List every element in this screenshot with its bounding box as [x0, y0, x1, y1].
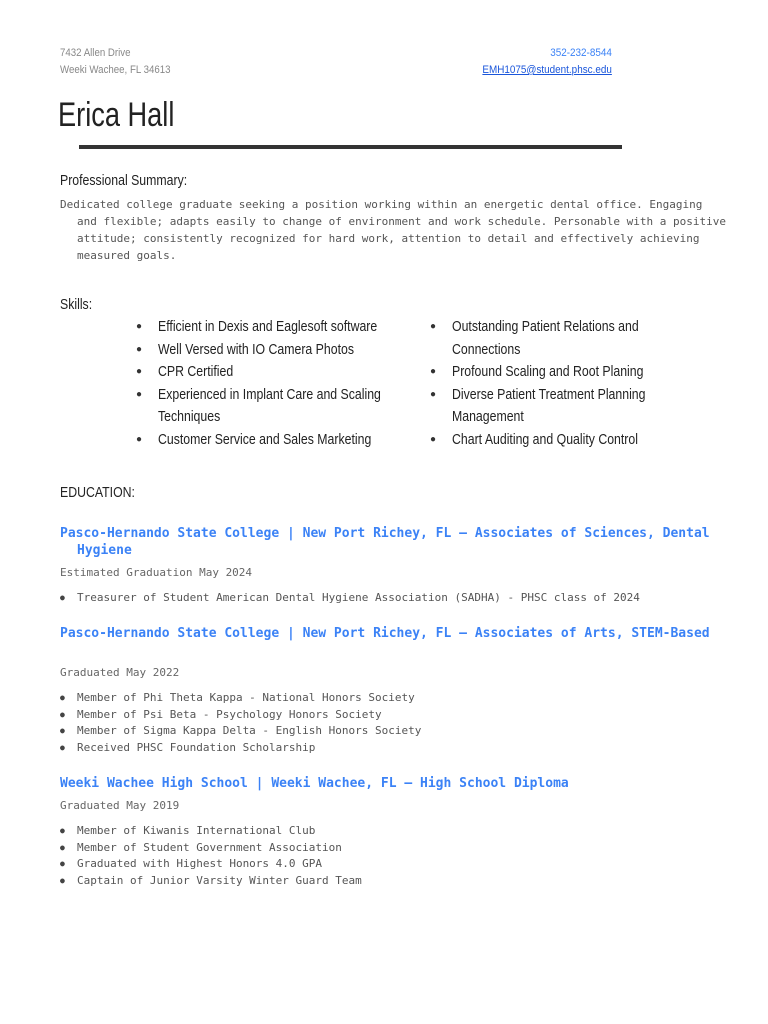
list-item: ● Efficient in Dexis and Eaglesoft software [136, 316, 406, 339]
summary-heading: Professional Summary: [60, 172, 188, 189]
list-item: ● Received PHSC Foundation Scholarship [60, 740, 421, 757]
list-item: ● Chart Auditing and Quality Control [430, 429, 670, 452]
candidate-name: Erica Hall [58, 96, 175, 134]
skills-heading: Skills: [60, 296, 93, 313]
contact-block [483, 45, 612, 79]
education-entry-date: Estimated Graduation May 2024 [60, 566, 253, 579]
address-line-1: 7432 Allen Drive [60, 47, 131, 59]
education-entry-title: Pasco-Hernando State College | New Port Richey, FL — Associates of Sciences, Dental Hygiene [60, 526, 710, 558]
list-item: ● Outstanding Patient Relations and Connections [430, 316, 670, 361]
name-divider [79, 145, 622, 149]
education-entry-bullets [60, 690, 421, 757]
list-item: ● Member of Psi Beta - Psychology Honors Society [60, 707, 421, 724]
education-heading: EDUCATION: [60, 484, 135, 501]
list-item: ● Customer Service and Sales Marketing [136, 429, 406, 452]
email-link[interactable]: EMH1075@student.phsc.edu [482, 64, 612, 76]
list-item: ● Member of Sigma Kappa Delta - English Honors Society [60, 723, 421, 740]
list-item: ● Profound Scaling and Root Planing [430, 361, 670, 384]
list-item: ● Member of Student Government Association [60, 840, 362, 857]
education-entry-title: Pasco-Hernando State College | New Port Richey, FL — Associates of Arts, STEM-Based [60, 626, 710, 641]
education-entry-date: Graduated May 2022 [60, 666, 180, 679]
list-item: ● Experienced in Implant Care and Scaling Techniques [136, 384, 406, 429]
education-entry-bullets [60, 590, 640, 607]
address-block [60, 45, 170, 79]
education-entry-title: Weeki Wachee High School | Weeki Wachee, FL — High School Diploma [60, 776, 569, 791]
skills-list-left [136, 316, 406, 451]
list-item: ● Diverse Patient Treatment Planning Management [430, 384, 670, 429]
list-item: ● Member of Phi Theta Kappa - National Honors Society [60, 690, 421, 707]
phone-number: 352-232-8544 [550, 47, 612, 59]
address-line-2: Weeki Wachee, FL 34613 [60, 64, 171, 76]
list-item: ● Graduated with Highest Honors 4.0 GPA [60, 856, 362, 873]
skills-list-right [430, 316, 670, 451]
education-entry-bullets [60, 823, 362, 890]
list-item: ● Member of Kiwanis International Club [60, 823, 362, 840]
education-entry-date: Graduated May 2019 [60, 799, 180, 812]
list-item: ● Well Versed with IO Camera Photos [136, 339, 406, 362]
list-item: ● Captain of Junior Varsity Winter Guard Team [60, 873, 362, 890]
list-item: ● CPR Certified [136, 361, 406, 384]
list-item: ● Treasurer of Student American Dental Hygiene Association (SADHA) - PHSC class of 2024 [60, 590, 640, 607]
summary-text: Dedicated college graduate seeking a position working within an energetic dental office. Engaging and flexible; adapts easily to change of environment and work schedule. Personable with a positive attitude; consistently recognized for hard work, attention to detail and effectively achieving measured goals. [60, 198, 727, 262]
